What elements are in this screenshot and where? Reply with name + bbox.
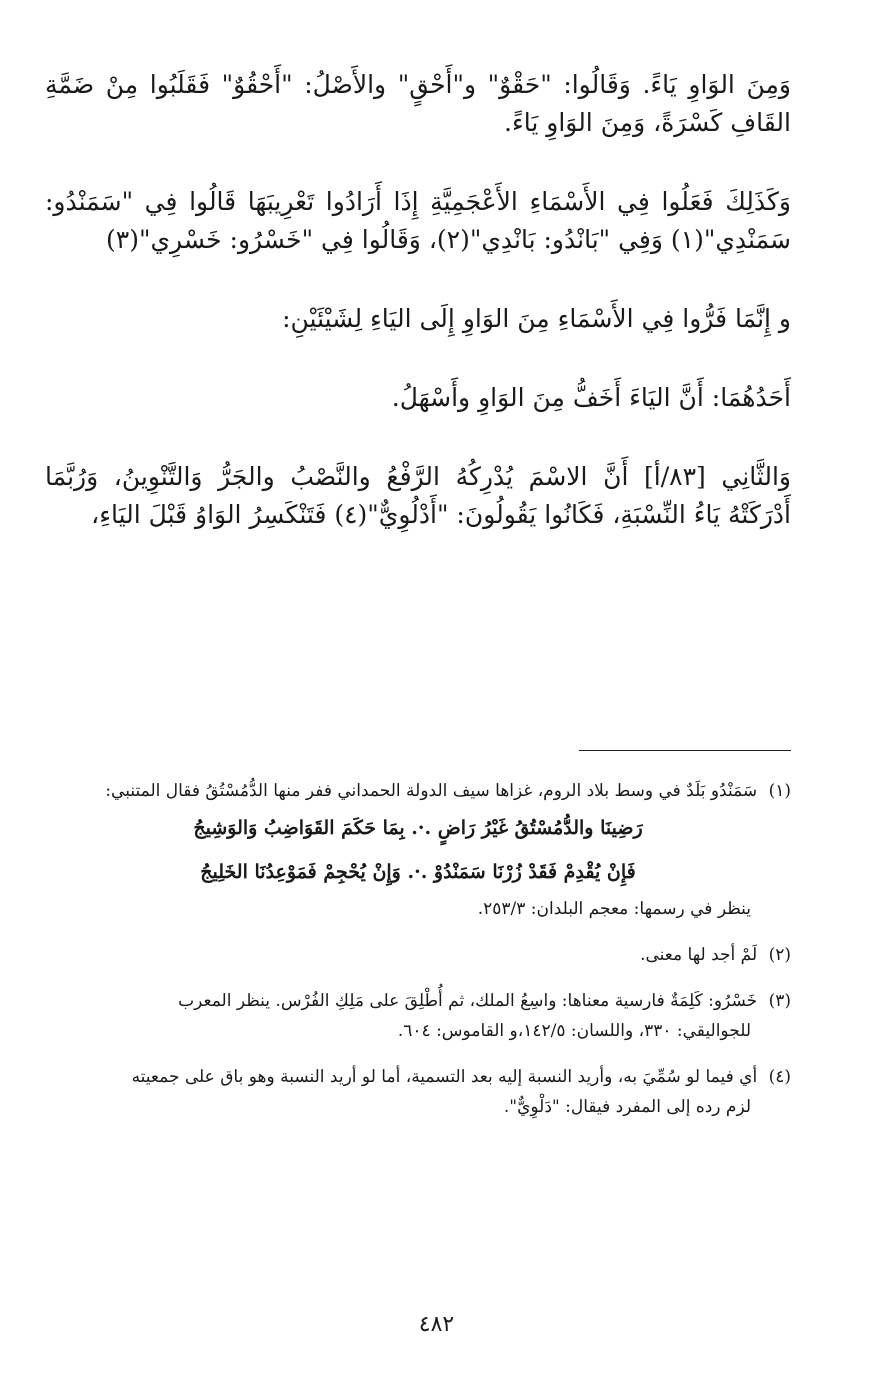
footnote-3 [45, 986, 791, 1046]
paragraph-5: وَالثَّانِي [٨٣/أ] أَنَّ الاسْمَ يُدْرِكُهُ الرَّفْعُ والنَّصْبُ والجَرُّ وَالتَّنْوِينُ، وَرُبَّمَا أَدْرَكَتْهُ يَاءُ النِّسْبَةِ، فَكَانُوا يَقُولُونَ: "أَدْلُوِيٌّ"(٤) فَتَنْكَسِرُ الوَاوُ قَبْلَ اليَاءِ، [45, 462, 791, 529]
paragraph-2: وَكَذَلِكَ فَعَلُوا فِي الأَسْمَاءِ الأَعْجَمِيَّةِ إِذَا أَرَادُوا تَعْرِيبَهَا قَالُوا فِي "سَمَنْدُو: سَمَنْدِي"(١) وَفِي "بَانْدُو: بَانْدِي"(٢)، وَقَالُوا فِي "خَسْرُو: خَسْرِي"(٣) [45, 187, 791, 254]
footnote-2 [45, 940, 791, 970]
verse-line-1: رَضِينَا والدُّمُسْتُقُ غَيْرُ رَاضٍ .·. بِمَا حَكَمَ القَوَاضِبُ وَالوَشِيجُ [193, 817, 643, 839]
footnote-text: أي فيما لو سُمِّيَ به، وأريد النسبة إليه بعد التسمية، أما لو أريد النسبة وهو باق على جمعيته [131, 1067, 758, 1087]
footnote-number: (٤) [768, 1067, 791, 1087]
footnote-separator [579, 750, 791, 751]
paragraph-3: و إِنَّمَا فَرُّوا فِي الأَسْمَاءِ مِنَ الوَاوِ إِلَى اليَاءِ لِشَيْئَيْنِ: [282, 304, 791, 333]
page-number: ٤٨٢ [418, 1312, 455, 1337]
footnote-number: (٢) [768, 945, 791, 965]
footnotes [45, 776, 791, 1138]
footnote-1 [45, 776, 791, 924]
paragraph-1: وَمِنَ الوَاوِ يَاءً. وَقَالُوا: "حَقْوٌ" و"أَحْقٍ" والأَصْلُ: "أَحْقُوٌ" فَقَلَبُوا مِنْ ضَمَّةِ القَافِ كَسْرَةً، وَمِنَ الوَاوِ يَاءً. [45, 70, 791, 137]
footnote-text-continued: لزم رده إلى المفرد فيقال: "دَلْوِيٌّ". [503, 1097, 751, 1117]
footnote-text-continued: للجواليقي: ٣٣٠، واللسان: ١٤٢/٥،و القاموس: ٦٠٤. [397, 1021, 751, 1041]
verse-line-2: فَإِنْ يُقْدِمْ فَقَدْ زُرْنَا سَمَنْدُوْ .·. وَإِنْ يُحْجِمْ فَمَوْعِدُنَا الخَلِيجُ [200, 861, 636, 883]
footnote-text: سَمَنْدُو بَلَدٌ في وسط بلاد الروم، غزاها سيف الدولة الحمداني ففر منها الدُّمُسْتُقُ فقال المتنبي: [105, 781, 758, 801]
paragraph-4: أَحَدُهُمَا: أَنَّ اليَاءَ أَخَفُّ مِنَ الوَاوِ وأَسْهَلُ. [391, 383, 791, 412]
footnote-text: لَمْ أجد لها معنى. [640, 945, 758, 965]
footnote-number: (١) [768, 781, 791, 801]
footnote-reference: ينظر في رسمها: معجم البلدان: ٢٥٣/٣. [477, 899, 751, 919]
main-text [45, 66, 791, 575]
footnote-number: (٣) [768, 991, 791, 1011]
footnote-4 [45, 1062, 791, 1122]
footnote-text: خَسْرُو: كَلِمَةٌ فارسية معناها: واسِعُ الملك، ثم أُطْلِقَ على مَلِكِ الفُرْس. ينظر المعرب [178, 991, 758, 1011]
